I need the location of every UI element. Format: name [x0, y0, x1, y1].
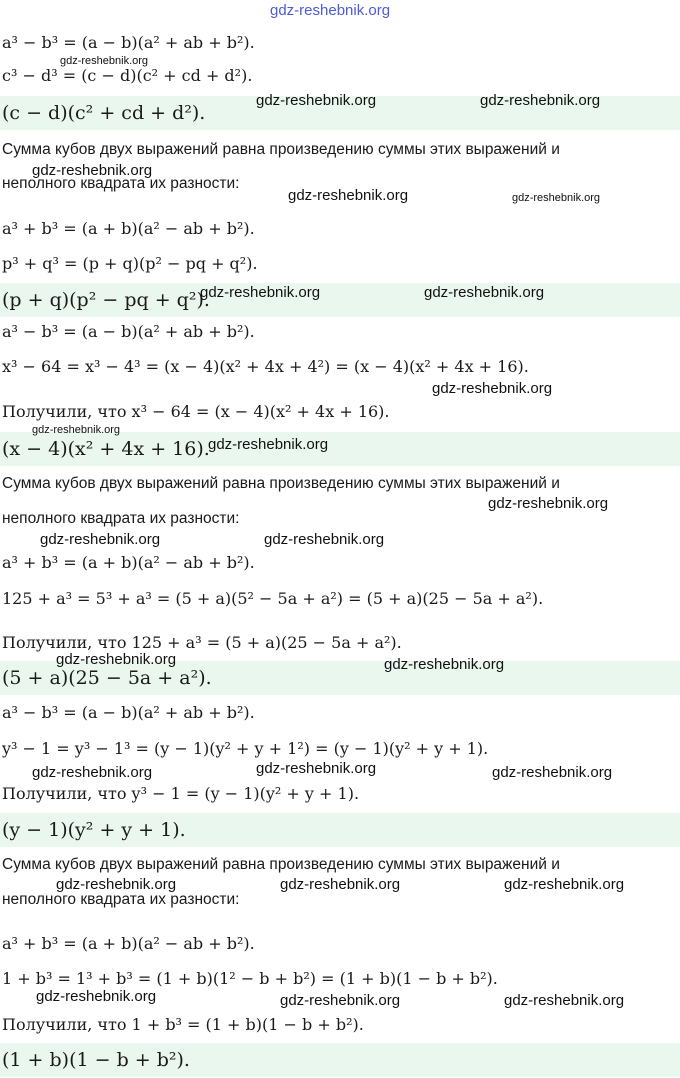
formula-line: a³ − b³ = (a − b)(a² + ab + b²).	[2, 322, 255, 341]
answer-box	[0, 432, 680, 466]
formula-line: p³ + q³ = (p + q)(p² − pq + q²).	[2, 254, 258, 273]
watermark: gdz-reshebnik.org	[492, 764, 613, 781]
watermark: gdz-reshebnik.org	[32, 424, 121, 436]
watermark: gdz-reshebnik.org	[56, 876, 177, 893]
watermark: gdz-reshebnik.org	[36, 988, 157, 1005]
result-line: Получили, что 125 + a³ = (5 + a)(25 − 5a + a²).	[2, 633, 402, 652]
watermark: gdz-reshebnik.org	[264, 531, 385, 548]
formula-line: 125 + a³ = 5³ + a³ = (5 + a)(5² − 5a + a²) = (5 + a)(25 − 5a + a²).	[2, 589, 544, 608]
watermark: gdz-reshebnik.org	[280, 876, 401, 893]
watermark: gdz-reshebnik.org	[424, 284, 545, 301]
formula-line: a³ + b³ = (a + b)(a² − ab + b²).	[2, 553, 255, 572]
rule-text: неполного квадрата их разности:	[2, 175, 240, 192]
rule-text: Сумма кубов двух выражений равна произведению суммы этих выражений и	[2, 856, 560, 873]
formula-line: a³ + b³ = (a + b)(a² − ab + b²).	[2, 219, 255, 238]
watermark: gdz-reshebnik.org	[270, 2, 391, 19]
formula-line: y³ − 1 = y³ − 1³ = (y − 1)(y² + y + 1²) = (y − 1)(y² + y + 1).	[2, 739, 489, 758]
watermark: gdz-reshebnik.org	[60, 55, 149, 67]
answer-text: (y − 1)(y² + y + 1).	[2, 819, 186, 841]
answer-text: (p + q)(p² − pq + q²).	[2, 289, 210, 311]
watermark: gdz-reshebnik.org	[504, 876, 625, 893]
watermark: gdz-reshebnik.org	[432, 380, 553, 397]
answer-text: (x − 4)(x² + 4x + 16).	[2, 438, 210, 460]
watermark: gdz-reshebnik.org	[208, 436, 329, 453]
watermark: gdz-reshebnik.org	[200, 284, 321, 301]
watermark: gdz-reshebnik.org	[384, 656, 505, 673]
watermark: gdz-reshebnik.org	[256, 92, 377, 109]
answer-text: (c − d)(c² + cd + d²).	[2, 102, 206, 124]
result-line: Получили, что y³ − 1 = (y − 1)(y² + y + 1).	[2, 784, 360, 803]
formula-line: x³ − 64 = x³ − 4³ = (x − 4)(x² + 4x + 4²) = (x − 4)(x² + 4x + 16).	[2, 357, 529, 376]
result-line: Получили, что 1 + b³ = (1 + b)(1 − b + b²).	[2, 1015, 364, 1034]
answer-text: (5 + a)(25 − 5a + a²).	[2, 667, 212, 689]
answer-box	[0, 1043, 680, 1077]
watermark: gdz-reshebnik.org	[488, 495, 609, 512]
formula-line: a³ − b³ = (a − b)(a² + ab + b²).	[2, 703, 255, 722]
watermark: gdz-reshebnik.org	[480, 92, 601, 109]
result-line: Получили, что x³ − 64 = (x − 4)(x² + 4x + 16).	[2, 402, 390, 421]
formula-line: c³ − d³ = (c − d)(c² + cd + d²).	[2, 66, 253, 85]
answer-box	[0, 813, 680, 847]
watermark: gdz-reshebnik.org	[40, 531, 161, 548]
answer-text: (1 + b)(1 − b + b²).	[2, 1049, 190, 1071]
rule-text: Сумма кубов двух выражений равна произведению суммы этих выражений и	[2, 141, 560, 158]
rule-text: неполного квадрата их разности:	[2, 510, 240, 527]
watermark: gdz-reshebnik.org	[32, 764, 153, 781]
watermark: gdz-reshebnik.org	[280, 992, 401, 1009]
watermark: gdz-reshebnik.org	[56, 651, 177, 668]
answer-box	[0, 283, 680, 317]
watermark: gdz-reshebnik.org	[288, 187, 409, 204]
watermark: gdz-reshebnik.org	[32, 162, 153, 179]
formula-line: a³ + b³ = (a + b)(a² − ab + b²).	[2, 934, 255, 953]
watermark: gdz-reshebnik.org	[504, 992, 625, 1009]
watermark: gdz-reshebnik.org	[256, 760, 377, 777]
rule-text: неполного квадрата их разности:	[2, 891, 240, 908]
watermark: gdz-reshebnik.org	[512, 192, 601, 204]
formula-line: a³ − b³ = (a − b)(a² + ab + b²).	[2, 33, 255, 52]
rule-text: Сумма кубов двух выражений равна произведению суммы этих выражений и	[2, 475, 560, 492]
formula-line: 1 + b³ = 1³ + b³ = (1 + b)(1² − b + b²) = (1 + b)(1 − b + b²).	[2, 969, 498, 988]
